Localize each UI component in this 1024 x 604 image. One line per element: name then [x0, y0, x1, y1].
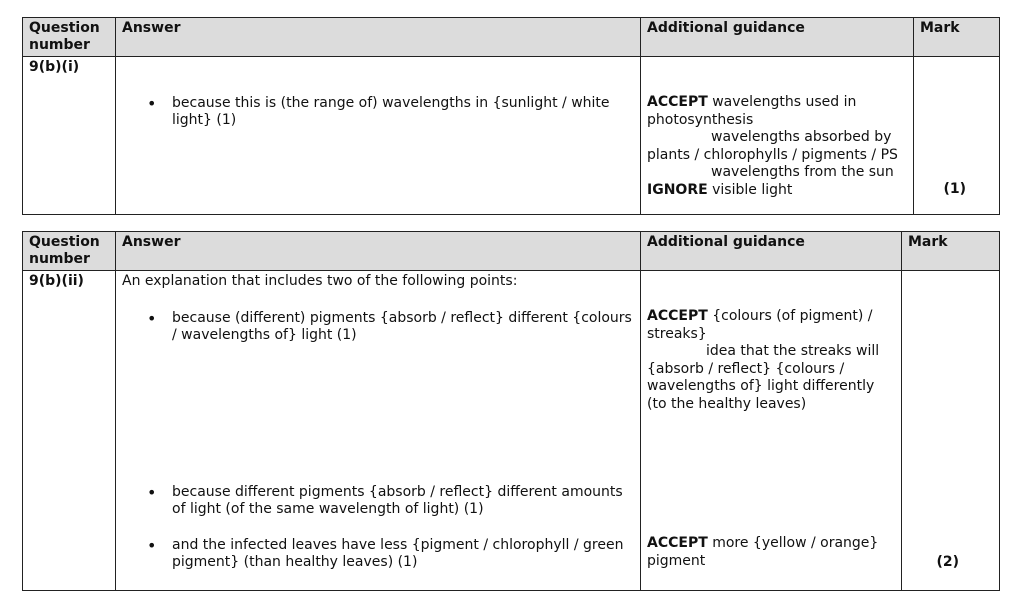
answer-point: • because (different) pigments {absorb / reflect} different {colours / wavelengths of} light (1) [172, 310, 634, 344]
question-number-header: Question number [23, 18, 116, 57]
guidance-accept [647, 308, 895, 343]
question-row [23, 271, 1000, 591]
mark-value: (1) [943, 181, 966, 197]
guidance-header: Additional guidance [641, 18, 914, 57]
mark-scheme-table-9bi [22, 17, 1000, 215]
accept-text: more {yellow / orange} pigment [647, 535, 879, 569]
accept-keyword: ACCEPT [647, 535, 708, 551]
mark-cell [902, 271, 1000, 591]
accept-keyword: ACCEPT [647, 308, 708, 324]
guidance-accept [647, 535, 895, 570]
answer-header: Answer [116, 18, 641, 57]
question-number: 9(b)(i) [23, 57, 116, 215]
answer-intro: An explanation that includes two of the following points: [122, 273, 518, 289]
guidance-accept [647, 94, 907, 129]
accept-keyword: ACCEPT [647, 94, 708, 110]
mark-header: Mark [902, 232, 1000, 271]
question-row [23, 57, 1000, 215]
question-number-header: Question number [23, 232, 116, 271]
guidance-ignore [647, 182, 907, 200]
answer-cell [116, 271, 641, 591]
guidance-alt: idea that the streaks will [706, 343, 880, 359]
guidance-alt: wavelengths from the sun [711, 164, 894, 180]
accept-text: {colours (of pigment) / streaks} [647, 308, 873, 342]
answer-points [122, 310, 634, 571]
ignore-keyword: IGNORE [647, 181, 708, 198]
guidance-alt-cont: plants / chlorophylls / pigments / PS [647, 146, 898, 163]
mark-scheme-table-9bii [22, 231, 1000, 591]
mark-header: Mark [914, 18, 1000, 57]
answer-point: • because this is (the range of) wavelengths in {sunlight / white light} (1) [172, 95, 634, 129]
ignore-text: visible light [707, 181, 793, 198]
answer-points [122, 95, 634, 129]
header-row [23, 232, 1000, 271]
guidance-header: Additional guidance [641, 232, 902, 271]
answer-header: Answer [116, 232, 641, 271]
answer-point: • and the infected leaves have less {pigment / chlorophyll / green pigment} (than healthy leaves) (1) [172, 537, 634, 571]
mark-cell [914, 57, 1000, 215]
guidance-cell [641, 57, 914, 215]
header-row [23, 18, 1000, 57]
answer-point: • because different pigments {absorb / reflect} different amounts of light (of the same wavelength of light) (1) [172, 484, 634, 518]
answer-cell [116, 57, 641, 215]
question-number: 9(b)(ii) [23, 271, 116, 591]
accept-text: wavelengths used in photosynthesis [647, 94, 857, 128]
guidance-alt: wavelengths absorbed by [711, 129, 892, 145]
guidance-alt-cont: {absorb / reflect} {colours / wavelengths of} light differently (to the healthy leaves) [647, 360, 875, 412]
guidance-cell [641, 271, 902, 591]
mark-value: (2) [936, 554, 959, 570]
